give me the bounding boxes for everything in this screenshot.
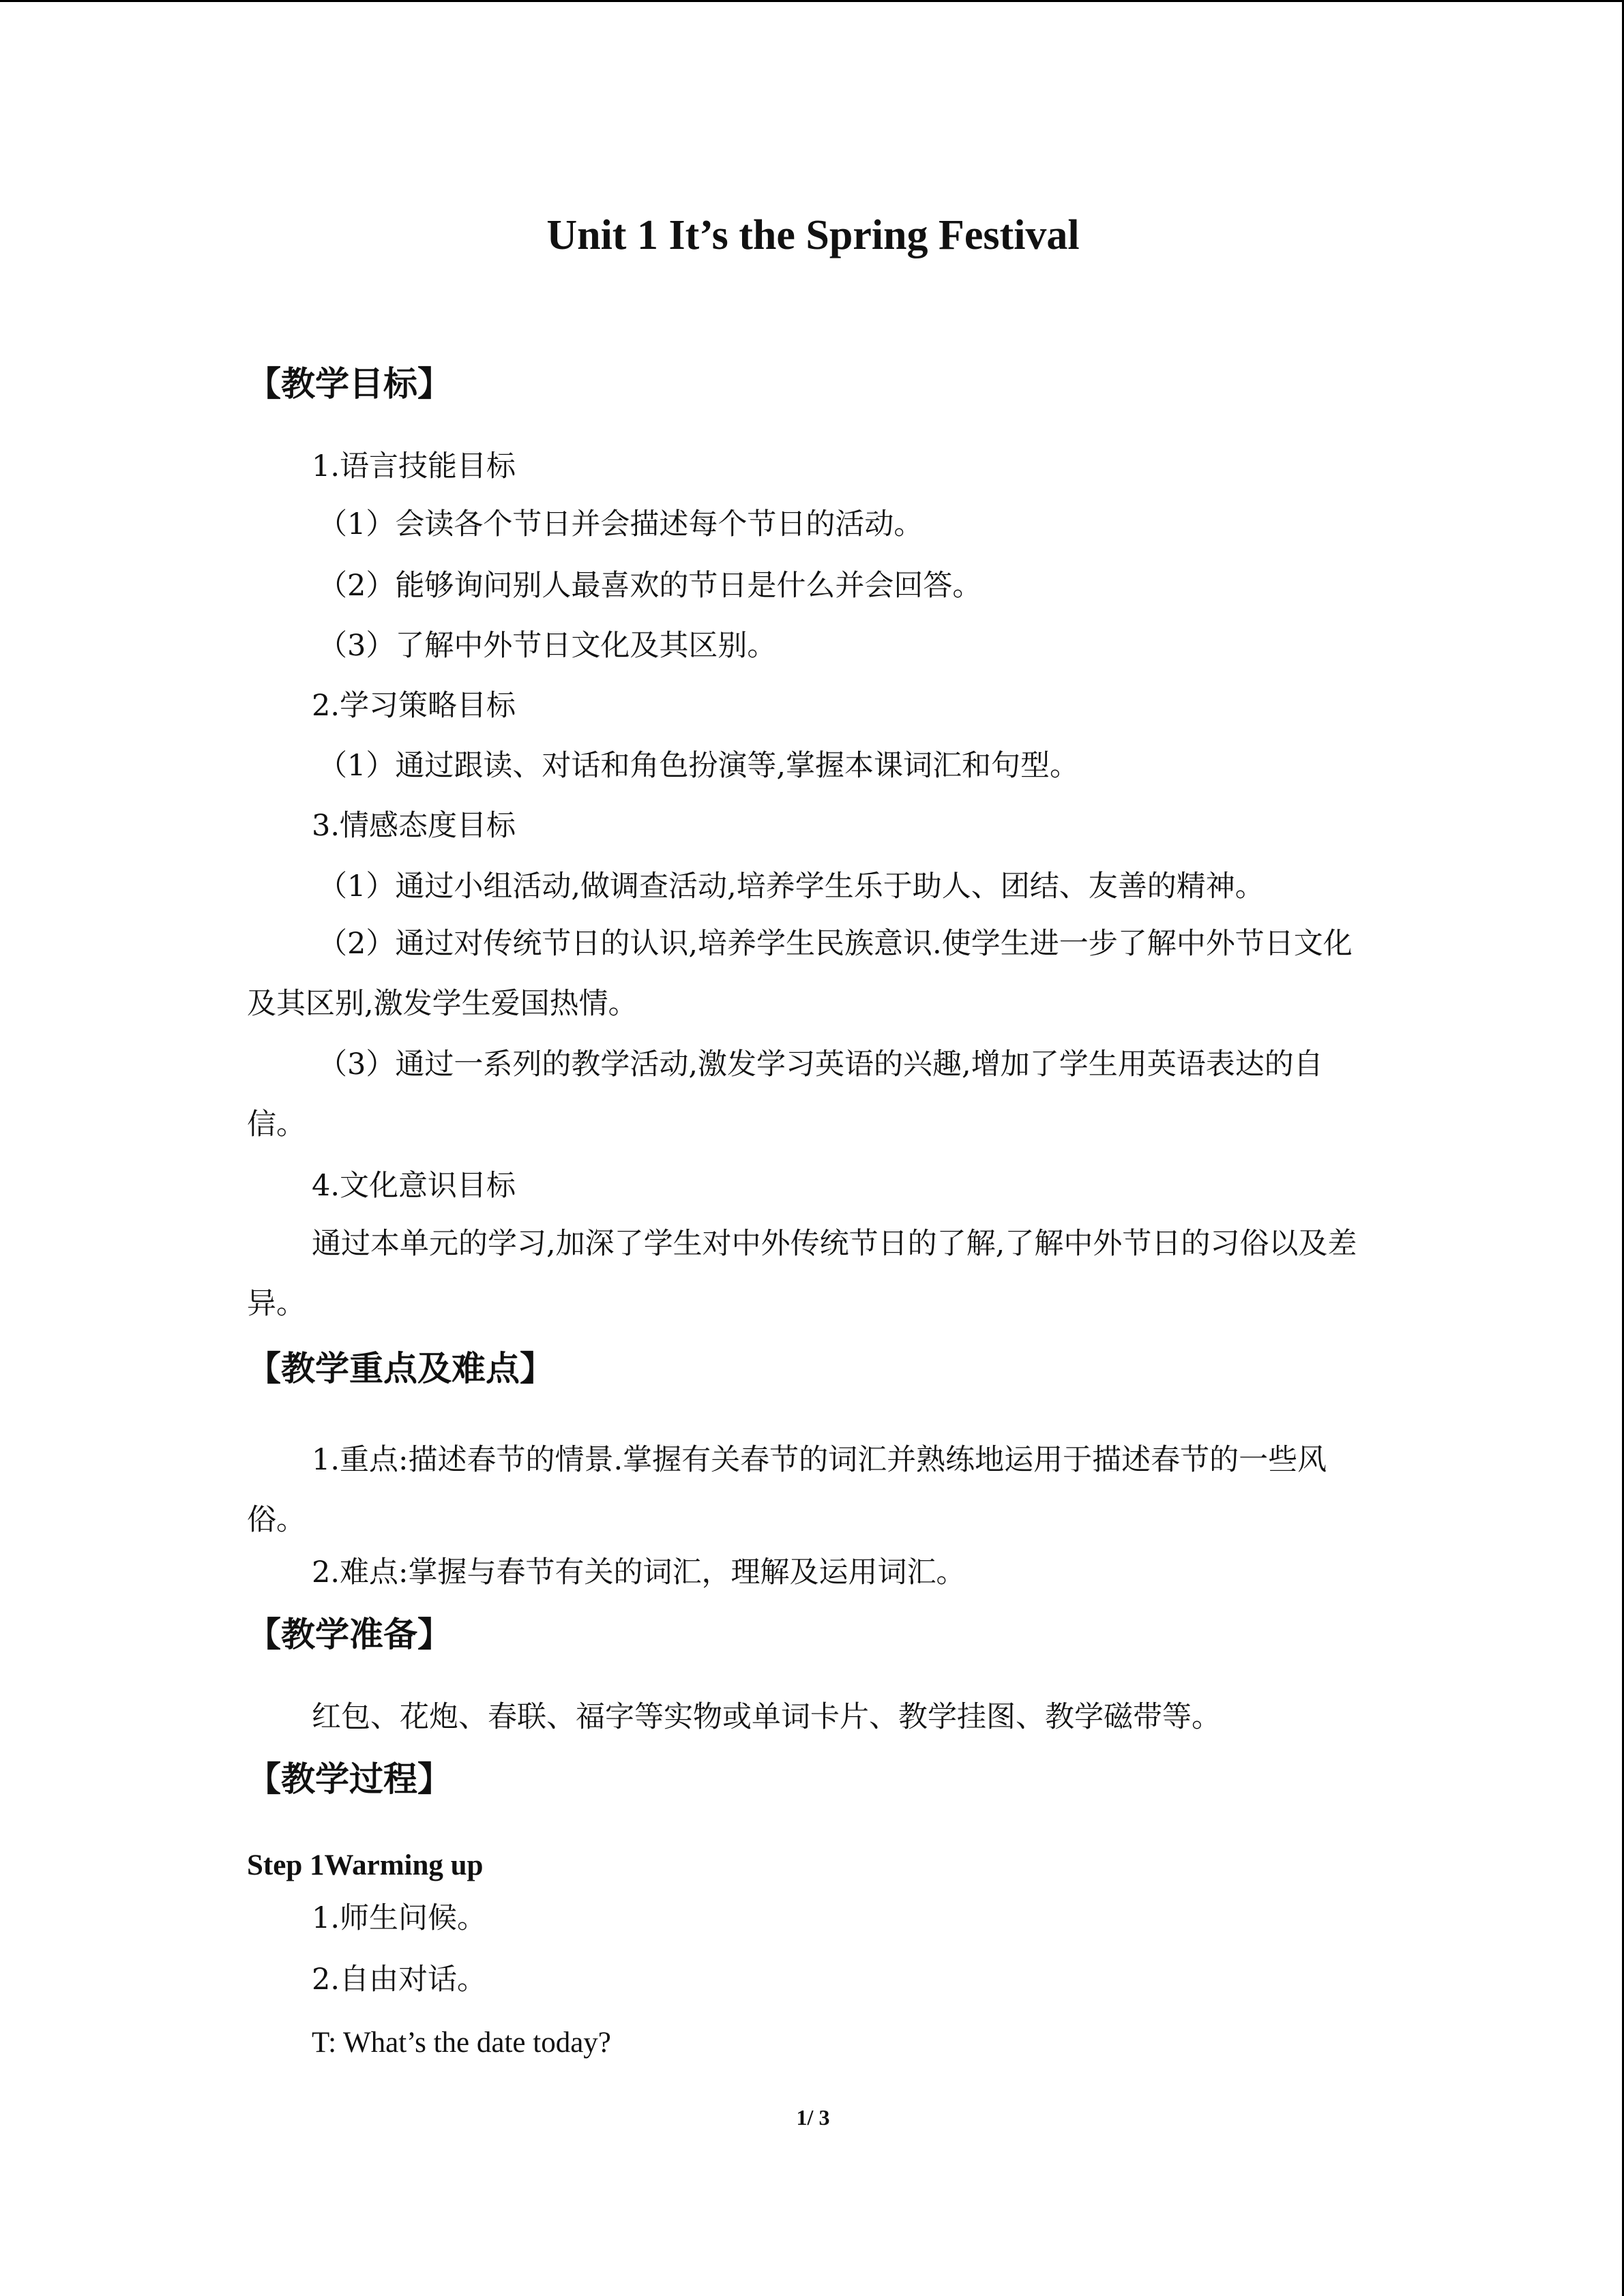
objective-line: 1.语言技能目标: [312, 449, 516, 483]
process-line: 1.师生问候。: [312, 1901, 487, 1935]
objective-paragraph: 通过本单元的学习,加深了学生对中外传统节日的了解,了解中外节日的习俗以及差异。: [247, 1227, 1357, 1321]
page-number: 1/ 3: [796, 2105, 830, 2130]
objective-line: （3）了解中外节日文化及其区别。: [318, 629, 777, 663]
preparation-line: 红包、花炮、春联、福字等实物或单词卡片、教学挂图、教学磁带等。: [312, 1700, 1221, 1734]
section-heading-objectives: 【教学目标】: [247, 364, 452, 404]
key-point-line: 2.难点:掌握与春节有关的词汇，理解及运用词汇。: [312, 1555, 966, 1590]
section-heading-key-points: 【教学重点及难点】: [247, 1349, 554, 1388]
key-point-paragraph: 1.重点:描述春节的情景.掌握有关春节的词汇并熟练地运用于描述春节的一些风俗。: [247, 1443, 1327, 1537]
section-heading-process: 【教学过程】: [247, 1759, 452, 1799]
objective-line: （1）通过小组活动,做调查活动,培养学生乐于助人、团结、友善的精神。: [318, 869, 1265, 904]
objective-line: （1）会读各个节日并会描述每个节日的活动。: [318, 507, 924, 541]
document-title: Unit 1 It’s the Spring Festival: [546, 212, 1080, 258]
objective-line: （1）通过跟读、对话和角色扮演等,掌握本课词汇和句型。: [318, 749, 1080, 783]
objective-line: （2）能够询问别人最喜欢的节日是什么并会回答。: [318, 569, 982, 603]
objective-line: 4.文化意识目标: [312, 1169, 516, 1203]
objective-line: 3.情感态度目标: [312, 809, 516, 843]
objective-line: 2.学习策略目标: [312, 689, 516, 723]
objective-paragraph: （3）通过一系列的教学活动,激发学习英语的兴趣,增加了学生用英语表达的自信。: [247, 1047, 1323, 1142]
step-heading: Step 1Warming up: [247, 1849, 484, 1881]
process-line: 2.自由对话。: [312, 1963, 487, 1997]
process-line: T: What’s the date today?: [312, 2027, 611, 2059]
objective-paragraph: （2）通过对传统节日的认识,培养学生民族意识.使学生进一步了解中外节日文化及其区别,激发学生爱国热情。: [247, 927, 1353, 1021]
section-heading-preparation: 【教学准备】: [247, 1615, 452, 1654]
